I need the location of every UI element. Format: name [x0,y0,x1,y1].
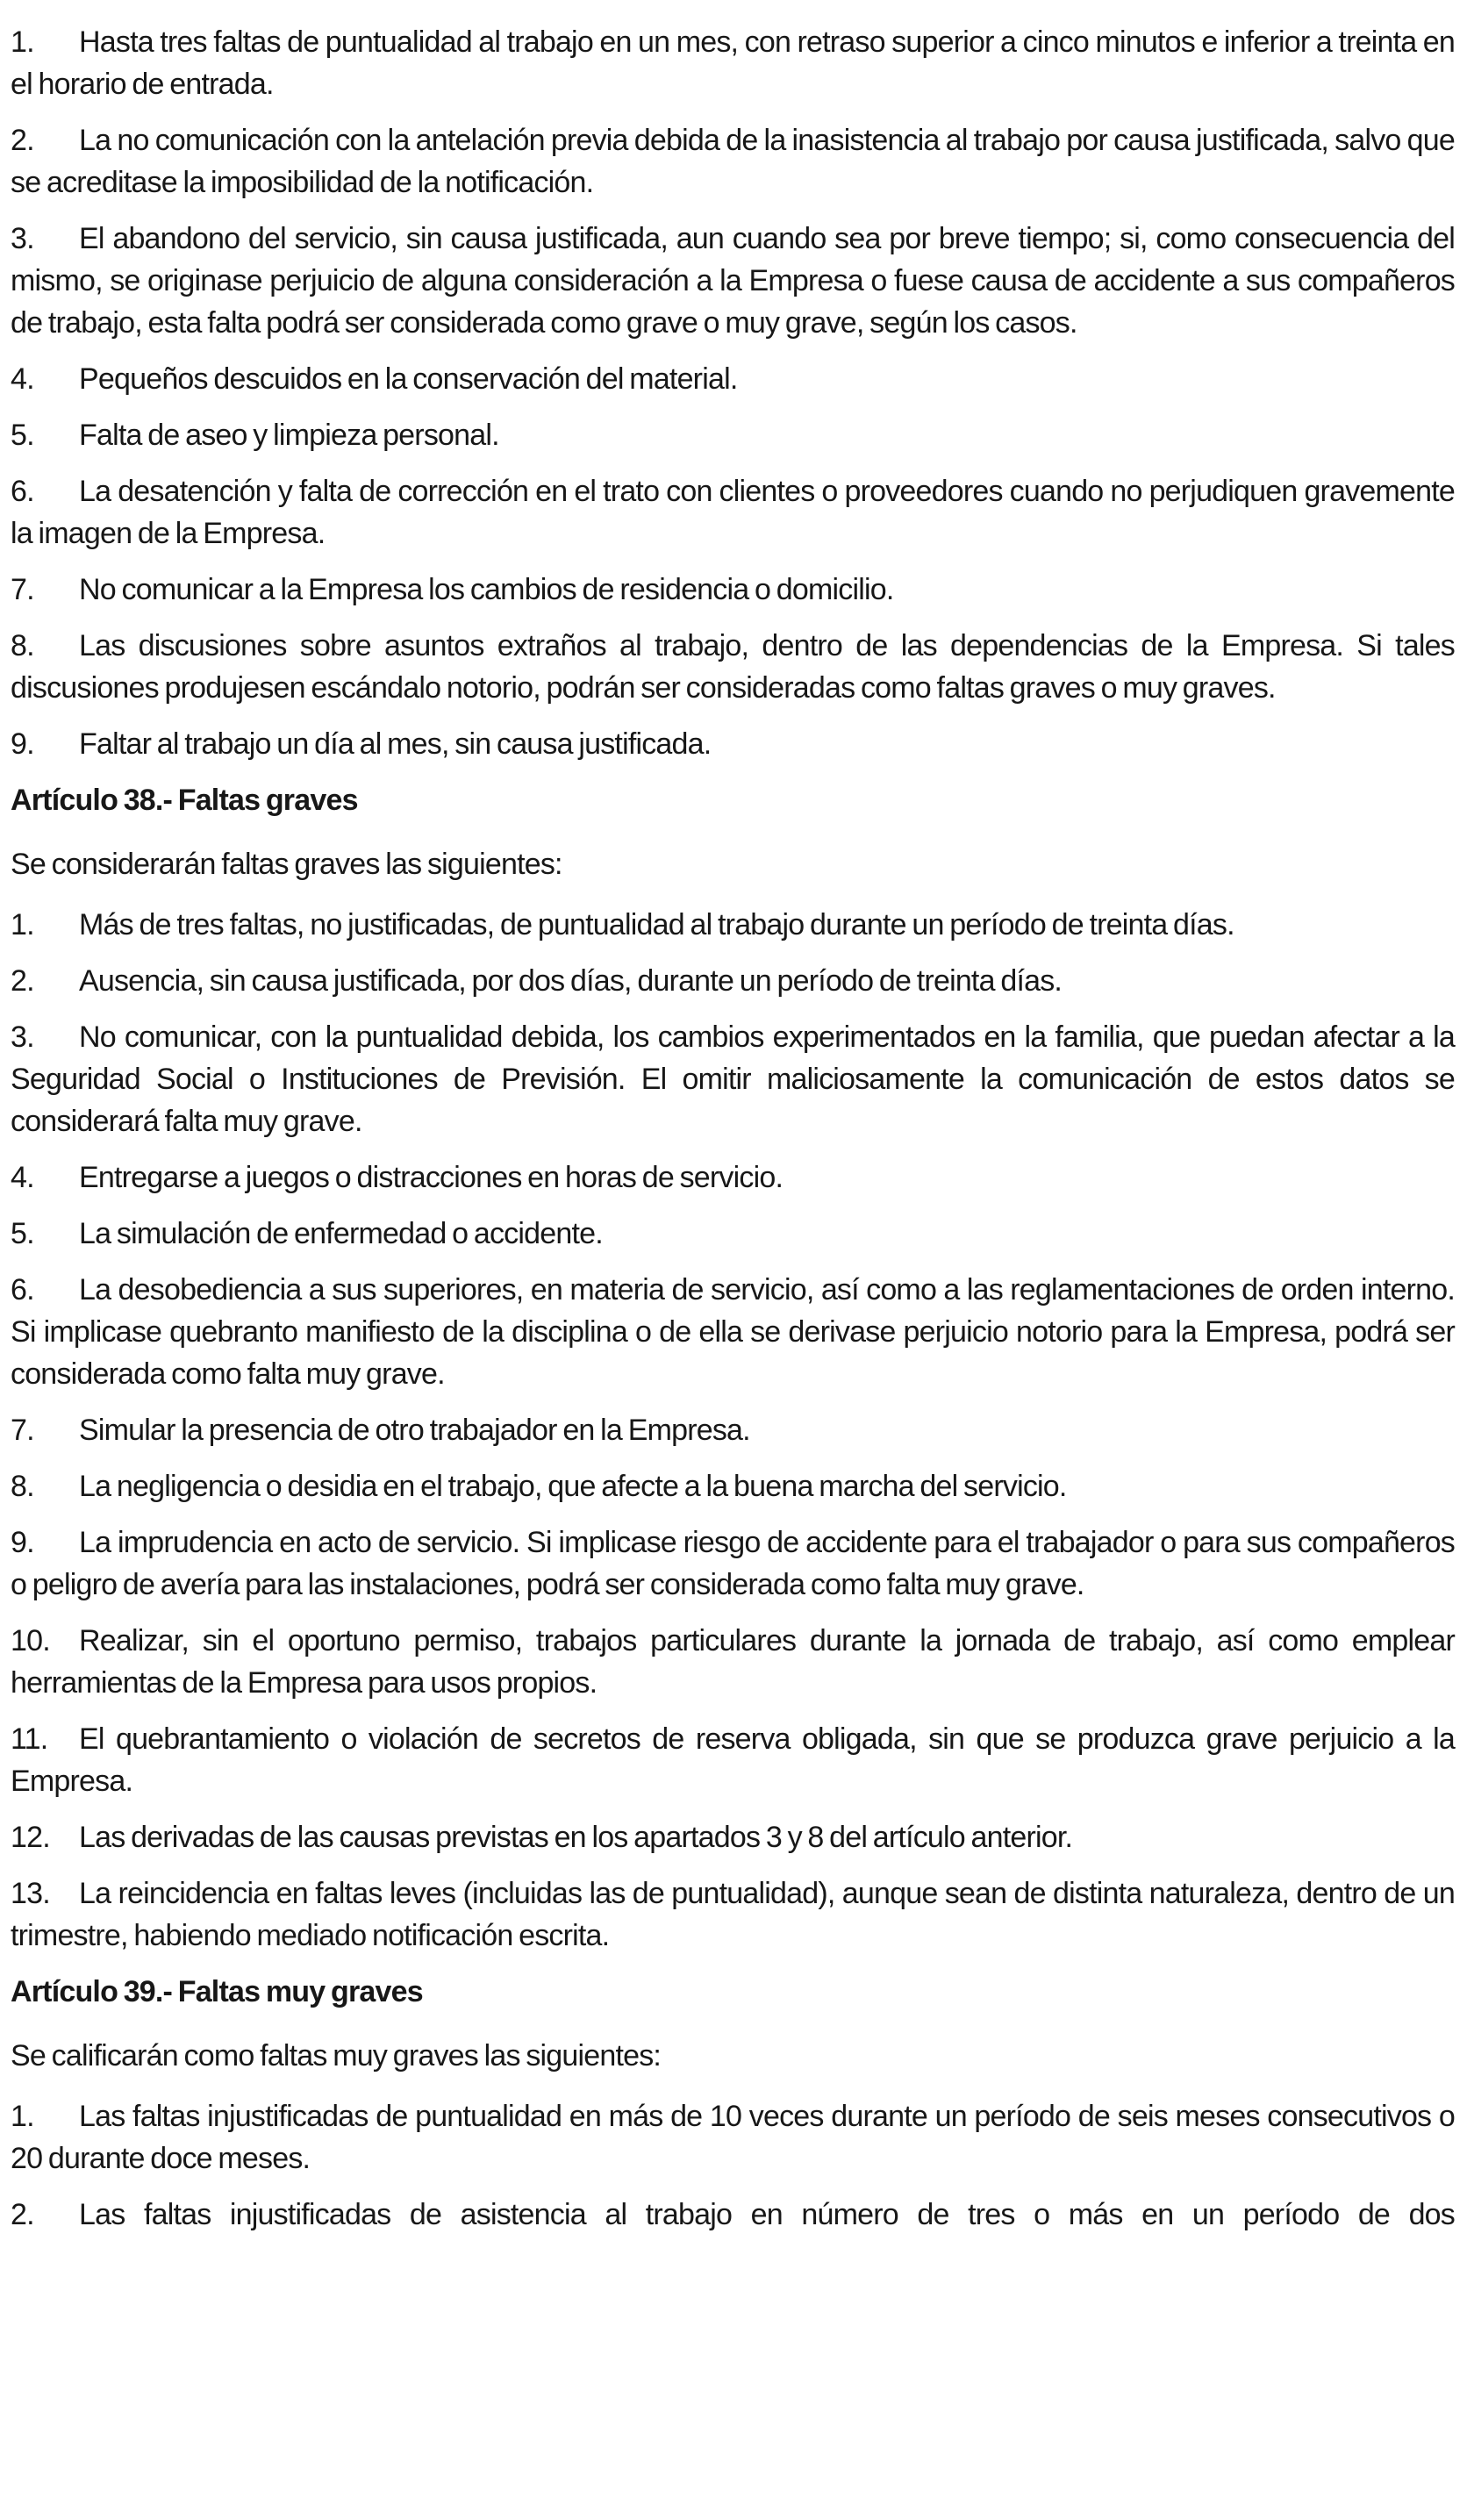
list-item [11,119,1455,204]
list-item [11,1409,1455,1451]
list-item-text: Entregarse a juegos o distracciones en horas de servicio. [79,1161,784,1194]
list-item-number: 13. [11,1877,50,1910]
list-item-number: 8. [11,1470,34,1503]
list-item-text: Las faltas injustificadas de puntualidad en más de 10 veces durante un período de seis meses consecutivos o 20 durante doce meses. [11,2100,1455,2175]
list-item-number: 7. [11,573,34,606]
articulo-38-intro: Se considerarán faltas graves las siguientes: [11,848,562,881]
list-item-number: 6. [11,475,34,508]
list-item [11,904,1455,946]
list-item [11,1213,1455,1255]
list-item-text: Ausencia, sin causa justificada, por dos días, durante un período de treinta días. [79,964,1063,998]
list-item-number: 10. [11,1624,50,1657]
list-item-text: Faltar al trabajo un día al mes, sin causa justificada. [79,727,712,761]
list-item-number: 1. [11,25,34,59]
list-item-number: 4. [11,362,34,396]
list-item-text: Pequeños descuidos en la conservación del material. [79,362,738,396]
list-item-text: No comunicar a la Empresa los cambios de residencia o domicilio. [79,573,894,606]
list-item-text: Realizar, sin el oportuno permiso, trabajos particulares durante la jornada de trabajo, así como emplear herramientas de la Empresa para usos propios. [11,1624,1455,1700]
list-item-text: La simulación de enfermedad o accidente. [79,1217,603,1250]
list-item [11,1816,1455,1858]
list-item [11,723,1455,765]
list-item [11,218,1455,344]
list-item-number: 3. [11,222,34,255]
list-item [11,1718,1455,1802]
list-item-text: Las derivadas de las causas previstas en los apartados 3 y 8 del artículo anterior. [79,1821,1073,1854]
list-item-number: 4. [11,1161,34,1194]
list-item-number: 7. [11,1414,34,1447]
list-item-text: La imprudencia en acto de servicio. Si implicase riesgo de accidente para el trabajador o para sus compañeros o peligro de avería para las instalaciones, podrá ser considerada como falta muy grave. [11,1526,1455,1601]
list-item-number: 6. [11,1273,34,1307]
list-item [11,2095,1455,2180]
list-item-number: 9. [11,727,34,761]
list-item-text: Las faltas injustificadas de asistencia al trabajo en número de tres o más en un período de dos [79,2198,1455,2231]
list-item-text: Simular la presencia de otro trabajador en la Empresa. [79,1414,750,1447]
list-item-number: 1. [11,908,34,941]
list-item-text: La reincidencia en faltas leves (incluidas las de puntualidad), aunque sean de distinta naturaleza, dentro de un trimestre, habiendo mediado notificación escrita. [11,1877,1455,1952]
list-item-number: 2. [11,2198,34,2231]
list-item [11,358,1455,400]
list-item-text: Falta de aseo y limpieza personal. [79,419,499,452]
list-item-text: Hasta tres faltas de puntualidad al trabajo en un mes, con retraso superior a cinco minutos e inferior a treinta en el horario de entrada. [11,25,1455,101]
list-item-text: El abandono del servicio, sin causa justificada, aun cuando sea por breve tiempo; si, como consecuencia del mismo, se originase perjuicio de alguna consideración a la Empresa o fuese causa de accidente a sus compañeros de trabajo, esta falta podrá ser considerada como grave o muy grave, según los casos. [11,222,1455,340]
list-item-number: 5. [11,419,34,452]
list-item [11,960,1455,1002]
list-item [11,1872,1455,1957]
list-item [11,569,1455,611]
list-item-text: No comunicar, con la puntualidad debida, los cambios experimentados en la familia, que puedan afectar a la Seguridad Social o Instituciones de Previsión. El omitir maliciosamente la comunicación de estos datos se considerará falta muy grave. [11,1020,1455,1138]
list-item-number: 2. [11,964,34,998]
list-item-text: Más de tres faltas, no justificadas, de puntualidad al trabajo durante un período de treinta días. [79,908,1234,941]
list-item-number: 9. [11,1526,34,1559]
list-item [11,1465,1455,1507]
list-item-number: 3. [11,1020,34,1054]
list-item-text: La desobediencia a sus superiores, en materia de servicio, así como a las reglamentaciones de orden interno. Si implicase quebranto manifiesto de la disciplina o de ella se derivase perjuicio notorio para la Empresa, podrá ser considerada como falta muy grave. [11,1273,1455,1391]
list-item-text: La desatención y falta de corrección en el trato con clientes o proveedores cuando no perjudiquen gravemente la imagen de la Empresa. [11,475,1455,550]
articulo-38-heading: Artículo 38.- Faltas graves [11,784,358,817]
list-item-number: 11. [11,1722,48,1756]
list-item [11,21,1455,105]
list-item-number: 2. [11,124,34,157]
articulo-39-heading: Artículo 39.- Faltas muy graves [11,1975,423,2008]
list-item [11,1269,1455,1395]
list-item-text: Las discusiones sobre asuntos extraños al trabajo, dentro de las dependencias de la Empresa. Si tales discusiones produjesen escándalo notorio, podrán ser consideradas como faltas graves o muy graves. [11,629,1455,705]
list-item [11,1521,1455,1606]
list-item [11,1016,1455,1142]
list-item-text: La no comunicación con la antelación previa debida de la inasistencia al trabajo por causa justificada, salvo que se acreditase la imposibilidad de la notificación. [11,124,1455,199]
list-item [11,1156,1455,1199]
list-item-number: 8. [11,629,34,662]
list-item [11,414,1455,456]
articulo-39-intro: Se calificarán como faltas muy graves las siguientes: [11,2039,662,2073]
list-item-text: El quebrantamiento o violación de secretos de reserva obligada, sin que se produzca grave perjuicio a la Empresa. [11,1722,1455,1798]
list-item-number: 5. [11,1217,34,1250]
list-item [11,2194,1455,2236]
list-item [11,470,1455,555]
list-item-number: 12. [11,1821,50,1854]
list-item-number: 1. [11,2100,34,2133]
list-item [11,1620,1455,1704]
list-item [11,625,1455,709]
list-item-text: La negligencia o desidia en el trabajo, que afecte a la buena marcha del servicio. [79,1470,1067,1503]
